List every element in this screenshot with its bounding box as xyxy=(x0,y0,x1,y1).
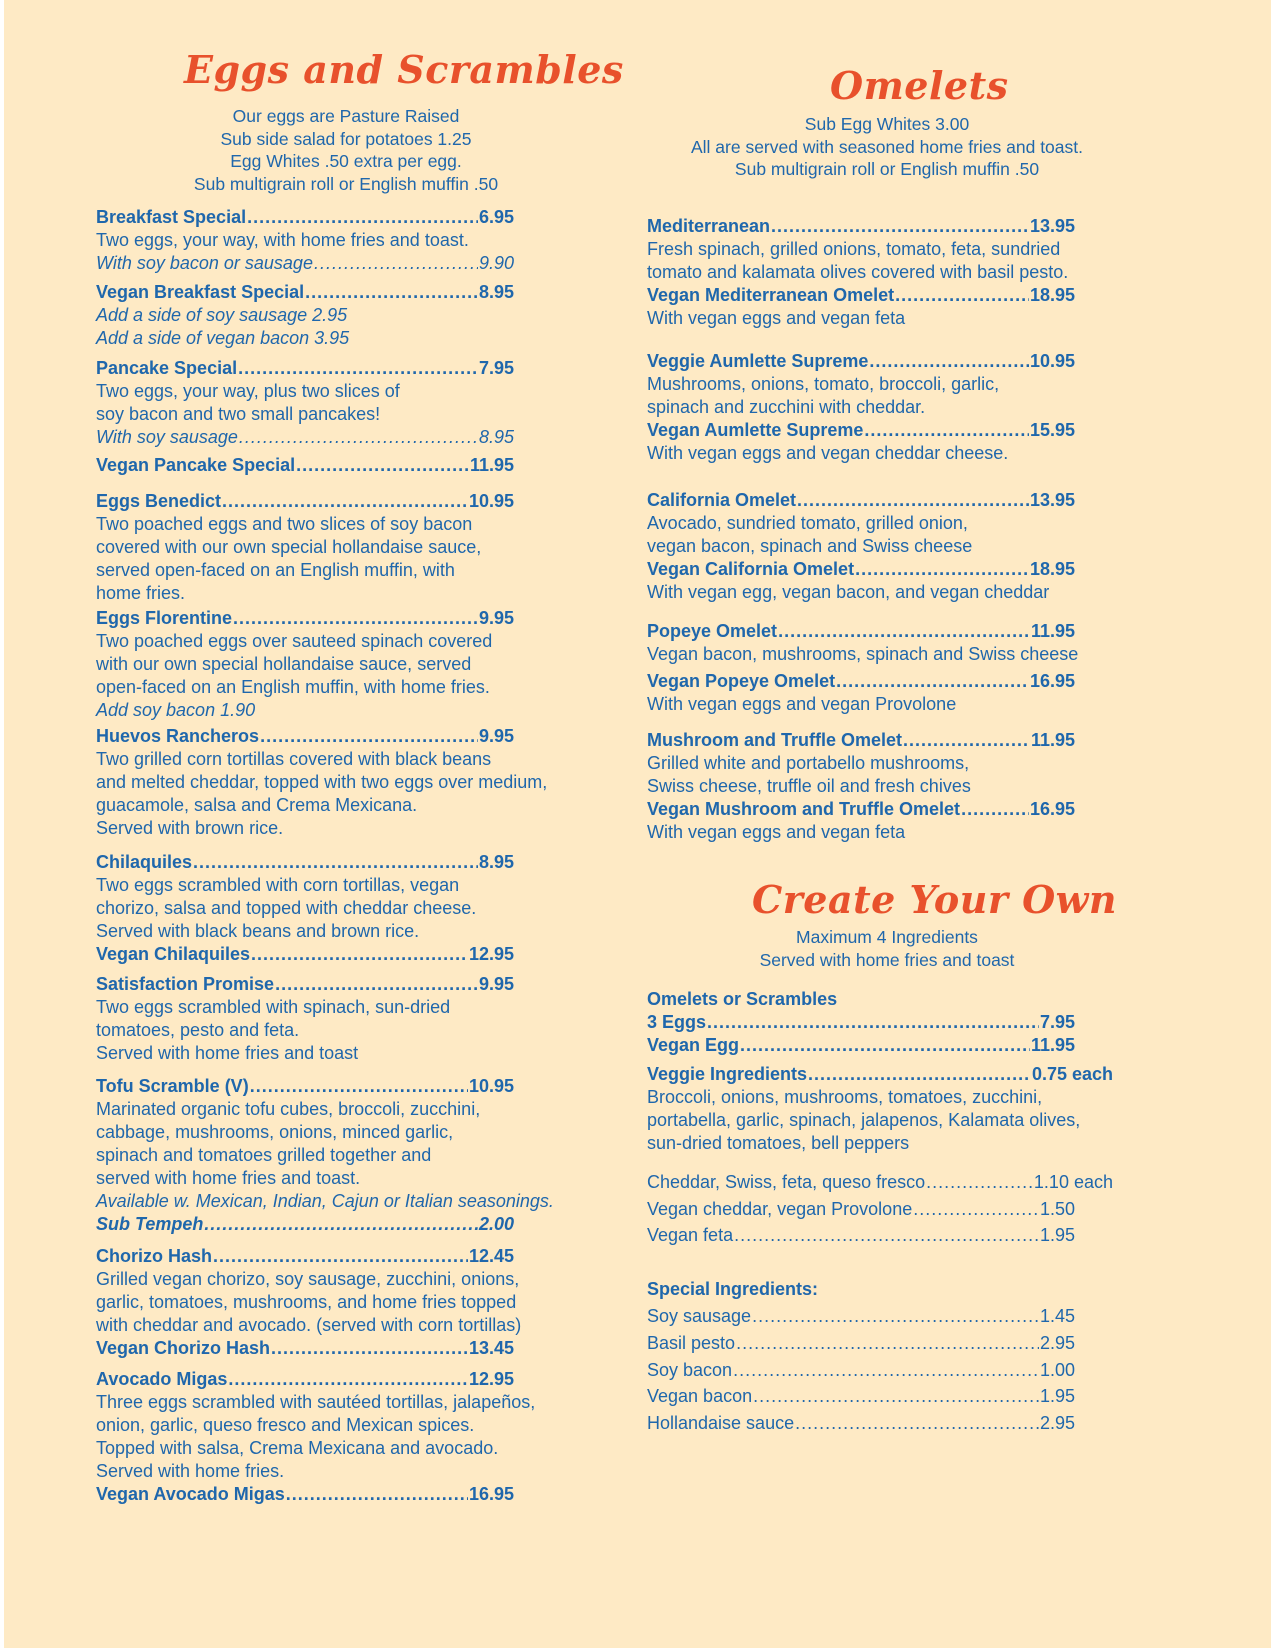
item-description: Two eggs scrambled with spinach, sun-dried xyxy=(96,997,451,1017)
dot-leader xyxy=(250,1075,468,1098)
item-price: 1.00 xyxy=(1039,1360,1075,1380)
dot-leader xyxy=(314,252,478,275)
item-price: 11.95 xyxy=(1030,730,1075,750)
dot-leader xyxy=(286,1483,468,1506)
item-description: With vegan egg, vegan bacon, and vegan cheddar xyxy=(647,582,1050,602)
item-description: served with home fries and toast. xyxy=(96,1168,361,1188)
menu-item xyxy=(647,350,1075,465)
price-row xyxy=(647,1385,1075,1408)
item-name: Basil pesto xyxy=(647,1333,736,1353)
dot-leader xyxy=(296,454,469,477)
menu-item xyxy=(647,988,1075,1057)
item-description: open-faced on an English muffin, with home fries. xyxy=(96,677,490,697)
price-row xyxy=(647,1034,1075,1057)
item-description: Topped with salsa, Crema Mexicana and avocado. xyxy=(96,1438,499,1458)
item-description: With vegan eggs and vegan feta xyxy=(647,308,906,328)
item-price: 9.95 xyxy=(478,608,514,628)
note-line: Our eggs are Pasture Raised xyxy=(232,106,460,126)
item-description: Served with home fries. xyxy=(96,1461,285,1481)
price-row xyxy=(96,490,514,513)
item-price: 0.75 each xyxy=(1031,1064,1113,1084)
dot-leader xyxy=(733,1359,1039,1382)
item-description: soy bacon and two small pancakes! xyxy=(96,404,381,424)
dot-leader xyxy=(864,419,1029,442)
item-price: 8.95 xyxy=(478,282,514,302)
item-price: 2.95 xyxy=(1039,1413,1075,1433)
item-description: covered with our own special hollandaise sauce, xyxy=(96,537,482,557)
menu-item xyxy=(96,973,514,1065)
item-description: Two grilled corn tortillas covered with black beans xyxy=(96,749,492,769)
item-description: Mushrooms, onions, tomato, broccoli, garlic, xyxy=(647,374,1000,394)
price-row xyxy=(96,1483,514,1506)
item-name: Vegan Popeye Omelet xyxy=(647,671,836,691)
price-row xyxy=(647,350,1075,373)
menu-item xyxy=(96,490,514,605)
item-description: vegan bacon, spinach and Swiss cheese xyxy=(647,536,973,556)
price-row xyxy=(96,1368,514,1391)
dot-leader xyxy=(734,1224,1039,1247)
item-name: Vegan cheddar, vegan Provolone xyxy=(647,1199,913,1219)
item-name: Breakfast Special xyxy=(96,207,247,227)
item-description: Two poached eggs over sauteed spinach covered xyxy=(96,631,493,651)
item-description: chorizo, salsa and topped with cheddar cheese. xyxy=(96,898,477,918)
item-description: Avocado, sundried tomato, grilled onion, xyxy=(647,513,968,533)
section-heading-create-your-own: Create Your Own xyxy=(752,877,1118,922)
price-row xyxy=(647,1412,1075,1435)
dot-leader xyxy=(752,1305,1039,1328)
price-row xyxy=(647,1359,1075,1382)
item-description: Two eggs, your way, plus two slices of xyxy=(96,381,400,401)
price-row xyxy=(647,1011,1075,1034)
item-description: Broccoli, onions, mushrooms, tomatoes, zucchini, xyxy=(647,1087,1043,1107)
item-description: guacamole, salsa and Crema Mexicana. xyxy=(96,795,418,815)
menu-item xyxy=(96,357,514,449)
item-price: 1.95 xyxy=(1039,1225,1075,1245)
item-price: 9.95 xyxy=(478,974,514,994)
item-description: spinach and zucchini with cheddar. xyxy=(647,397,926,417)
item-name: Tofu Scramble (V) xyxy=(96,1076,249,1096)
item-price: 13.45 xyxy=(468,1338,514,1358)
item-name: Soy bacon xyxy=(647,1360,733,1380)
note-line: All are served with seasoned home fries and toast. xyxy=(690,136,1083,157)
item-name: With soy sausage xyxy=(96,427,238,447)
dot-leader xyxy=(707,1011,1039,1034)
item-name: With soy bacon or sausage xyxy=(96,253,313,273)
item-description: onion, garlic, queso fresco and Mexican spices. xyxy=(96,1415,475,1435)
note-line: Sub Egg Whites 3.00 xyxy=(804,114,970,134)
item-description: Served with home fries and toast xyxy=(96,1043,359,1063)
price-row xyxy=(647,1224,1075,1247)
dot-leader xyxy=(260,725,478,748)
price-row xyxy=(647,620,1075,643)
price-row xyxy=(647,670,1075,693)
note-line: Served with home fries and toast xyxy=(759,949,1015,970)
dot-leader xyxy=(753,1385,1039,1408)
menu-item xyxy=(96,1245,521,1360)
item-description: spinach and tomatoes grilled together and xyxy=(96,1145,432,1165)
item-name: Popeye Omelet xyxy=(647,621,778,641)
item-description: Fresh spinach, grilled onions, tomato, feta, sundried xyxy=(647,239,1061,259)
item-name: Mediterranean xyxy=(647,216,771,236)
menu-item xyxy=(647,1063,1113,1155)
item-description: Add a side of soy sausage 2.95 xyxy=(96,305,348,325)
menu-item xyxy=(647,670,1075,716)
item-name: California Omelet xyxy=(647,490,797,510)
menu-item xyxy=(96,1368,535,1506)
item-price: 8.95 xyxy=(478,427,514,447)
menu-item xyxy=(96,607,514,722)
price-row xyxy=(96,851,514,874)
price-row xyxy=(647,419,1075,442)
item-price: 13.95 xyxy=(1029,490,1075,510)
price-row xyxy=(96,281,514,304)
price-row xyxy=(96,206,514,229)
item-name: Sub Tempeh xyxy=(96,1214,204,1234)
item-description: Three eggs scrambled with sautéed tortillas, jalapeños, xyxy=(96,1392,536,1412)
price-row xyxy=(96,943,514,966)
price-row xyxy=(647,1305,1075,1328)
item-name: Vegan Breakfast Special xyxy=(96,282,305,302)
price-row xyxy=(647,1171,1113,1194)
price-row xyxy=(96,426,514,449)
item-price: 9.95 xyxy=(478,726,514,746)
price-row xyxy=(647,1198,1075,1221)
item-name: Eggs Benedict xyxy=(96,491,222,511)
item-description: Special Ingredients: xyxy=(647,1279,819,1299)
item-name: Huevos Rancheros xyxy=(96,726,260,746)
menu-item xyxy=(647,729,1075,844)
item-description: Vegan bacon, mushrooms, spinach and Swiss cheese xyxy=(647,644,1079,664)
dot-leader xyxy=(213,1245,468,1268)
item-description: portabella, garlic, spinach, jalapenos, Kalamata olives, xyxy=(647,1110,1081,1130)
dot-leader xyxy=(836,670,1029,693)
item-price: 6.95 xyxy=(478,207,514,227)
item-name: Mushroom and Truffle Omelet xyxy=(647,730,903,750)
price-row xyxy=(647,489,1075,512)
item-name: Hollandaise sauce xyxy=(647,1413,795,1433)
price-row xyxy=(647,1332,1075,1355)
dot-leader xyxy=(233,607,478,630)
item-price: 12.95 xyxy=(468,1369,514,1389)
item-price: 11.95 xyxy=(1030,1035,1075,1055)
menu-item xyxy=(647,1278,818,1301)
dot-leader xyxy=(895,284,1029,307)
menu-item xyxy=(647,1224,1075,1247)
item-name: Vegan feta xyxy=(647,1225,734,1245)
item-price: 16.95 xyxy=(468,1484,514,1504)
item-name: Pancake Special xyxy=(96,358,238,378)
item-price: 10.95 xyxy=(468,491,514,511)
item-price: 1.45 xyxy=(1039,1306,1075,1326)
item-price: 11.95 xyxy=(1030,621,1075,641)
item-description: With vegan eggs and vegan feta xyxy=(647,822,906,842)
item-description: with our own special hollandaise sauce, served xyxy=(96,654,472,674)
dot-leader xyxy=(913,1198,1039,1221)
item-name: Vegan Mediterranean Omelet xyxy=(647,285,895,305)
item-description: sun-dried tomatoes, bell peppers xyxy=(647,1133,910,1153)
dot-leader xyxy=(795,1412,1039,1435)
item-description: home fries. xyxy=(96,583,186,603)
item-price: 10.95 xyxy=(1029,351,1075,371)
menu-item xyxy=(96,281,514,350)
menu-item xyxy=(647,620,1078,666)
item-name: Veggie Ingredients xyxy=(647,1064,808,1084)
dot-leader xyxy=(222,490,468,513)
item-description: Omelets or Scrambles xyxy=(647,989,838,1009)
item-name: Vegan Chilaquiles xyxy=(96,944,251,964)
price-row xyxy=(96,1245,514,1268)
item-description: Served with black beans and brown rice. xyxy=(96,921,420,941)
item-description: Add a side of vegan bacon 3.95 xyxy=(96,328,350,348)
item-name: Satisfaction Promise xyxy=(96,974,275,994)
item-price: 16.95 xyxy=(1029,799,1075,819)
item-description: Available w. Mexican, Indian, Cajun or Italian seasonings. xyxy=(96,1191,554,1211)
dot-leader xyxy=(961,798,1029,821)
item-name: Vegan Mushroom and Truffle Omelet xyxy=(647,799,961,819)
eggs-notes xyxy=(96,105,596,195)
note-line: Egg Whites .50 extra per egg. xyxy=(230,151,462,171)
item-description: Grilled vegan chorizo, soy sausage, zucchini, onions, xyxy=(96,1269,520,1289)
dot-leader xyxy=(736,1332,1039,1355)
dot-leader xyxy=(271,1337,468,1360)
item-price: 1.10 each xyxy=(1033,1172,1113,1192)
item-description: Grilled white and portabello mushrooms, xyxy=(647,753,970,773)
price-row xyxy=(96,357,514,380)
note-line: Sub multigrain roll or English muffin .50 xyxy=(734,159,1040,179)
item-name: Vegan Egg xyxy=(647,1035,740,1055)
note-line: Sub multigrain roll or English muffin .50 xyxy=(193,173,499,194)
item-description: With vegan eggs and vegan cheddar cheese. xyxy=(647,443,1009,463)
item-description: Swiss cheese, truffle oil and fresh chives xyxy=(647,776,971,796)
price-row xyxy=(96,607,514,630)
item-description: Two poached eggs and two slices of soy bacon xyxy=(96,514,473,534)
price-row xyxy=(96,973,514,996)
item-description: tomato and kalamata olives covered with basil pesto. xyxy=(647,262,1069,282)
note-line: Maximum 4 Ingredients xyxy=(796,927,978,947)
item-name: Chilaquiles xyxy=(96,852,193,872)
omelets-notes xyxy=(647,113,1127,181)
item-price: 16.95 xyxy=(1029,671,1075,691)
price-row xyxy=(647,215,1075,238)
price-row xyxy=(647,558,1075,581)
item-name: 3 Eggs xyxy=(647,1012,707,1032)
menu-item xyxy=(647,1332,1075,1355)
dot-leader xyxy=(238,357,478,380)
menu-item xyxy=(647,1385,1075,1408)
item-description: served open-faced on an English muffin, with xyxy=(96,560,455,580)
dot-leader xyxy=(251,943,468,966)
item-name: Vegan California Omelet xyxy=(647,559,855,579)
item-price: 2.95 xyxy=(1039,1333,1075,1353)
item-price: 12.95 xyxy=(468,944,514,964)
item-name: Soy sausage xyxy=(647,1306,752,1326)
price-row xyxy=(96,454,514,477)
dot-leader xyxy=(869,350,1029,373)
item-name: Vegan Pancake Special xyxy=(96,455,296,475)
menu-item xyxy=(647,489,1075,604)
dot-leader xyxy=(204,1213,478,1236)
dot-leader xyxy=(228,1368,468,1391)
item-name: Vegan Chorizo Hash xyxy=(96,1338,271,1358)
item-name: Vegan bacon xyxy=(647,1386,753,1406)
item-price: 10.95 xyxy=(468,1076,514,1096)
item-price: 18.95 xyxy=(1029,285,1075,305)
dot-leader xyxy=(247,206,478,229)
item-price: 2.00 xyxy=(478,1214,514,1234)
item-price: 15.95 xyxy=(1029,420,1075,440)
dot-leader xyxy=(778,620,1030,643)
item-price: 9.90 xyxy=(478,253,514,273)
price-row xyxy=(96,1213,514,1236)
menu-item xyxy=(647,1305,1075,1328)
item-name: Avocado Migas xyxy=(96,1369,228,1389)
menu-item xyxy=(647,1412,1075,1435)
dot-leader xyxy=(275,973,478,996)
menu-item xyxy=(96,851,514,966)
menu-item xyxy=(647,1198,1075,1221)
item-description: With vegan eggs and vegan Provolone xyxy=(647,694,957,714)
item-price: 13.95 xyxy=(1029,216,1075,236)
item-name: Eggs Florentine xyxy=(96,608,233,628)
dot-leader xyxy=(193,851,478,874)
item-price: 7.95 xyxy=(1039,1012,1075,1032)
dot-leader xyxy=(239,426,478,449)
item-description: cabbage, mushrooms, onions, minced garlic, xyxy=(96,1122,454,1142)
menu-item xyxy=(647,1171,1113,1194)
item-price: 1.95 xyxy=(1039,1386,1075,1406)
item-price: 8.95 xyxy=(478,852,514,872)
item-name: Cheddar, Swiss, feta, queso fresco xyxy=(647,1172,926,1192)
item-description: with cheddar and avocado. (served with corn tortillas) xyxy=(96,1315,522,1335)
item-name: Vegan Avocado Migas xyxy=(96,1484,285,1504)
menu-item xyxy=(96,206,514,275)
create-your-own-notes xyxy=(647,926,1127,971)
item-description: garlic, tomatoes, mushrooms, and home fries topped xyxy=(96,1292,517,1312)
item-description: Served with brown rice. xyxy=(96,818,284,838)
item-description: Marinated organic tofu cubes, broccoli, zucchini, xyxy=(96,1099,481,1119)
price-row xyxy=(647,798,1075,821)
item-name: Vegan Aumlette Supreme xyxy=(647,420,864,440)
menu-item xyxy=(96,454,514,477)
item-price: 12.45 xyxy=(468,1246,514,1266)
menu-item xyxy=(647,215,1075,330)
item-description: tomatoes, pesto and feta. xyxy=(96,1020,300,1040)
item-name: Chorizo Hash xyxy=(96,1246,213,1266)
price-row xyxy=(96,1337,514,1360)
note-line: Sub side salad for potatoes 1.25 xyxy=(220,128,472,149)
item-price: 7.95 xyxy=(478,358,514,378)
dot-leader xyxy=(740,1034,1030,1057)
price-row xyxy=(96,252,514,275)
menu-item xyxy=(96,725,547,840)
price-row xyxy=(96,1075,514,1098)
price-row xyxy=(647,729,1075,752)
dot-leader xyxy=(797,489,1029,512)
item-price: 11.95 xyxy=(469,455,514,475)
item-price: 1.50 xyxy=(1039,1199,1075,1219)
item-price: 18.95 xyxy=(1029,559,1075,579)
price-row xyxy=(647,1063,1113,1086)
dot-leader xyxy=(926,1171,1033,1194)
dot-leader xyxy=(855,558,1029,581)
item-description: Two eggs scrambled with corn tortillas, vegan xyxy=(96,875,460,895)
price-row xyxy=(647,284,1075,307)
item-name: Veggie Aumlette Supreme xyxy=(647,351,869,371)
section-heading-omelets: Omelets xyxy=(830,63,1009,108)
item-description: Add soy bacon 1.90 xyxy=(96,700,256,720)
menu-page xyxy=(4,0,1271,1648)
section-heading-eggs: Eggs and Scrambles xyxy=(184,47,624,92)
item-description: and melted cheddar, topped with two eggs over medium, xyxy=(96,772,548,792)
dot-leader xyxy=(305,281,478,304)
dot-leader xyxy=(903,729,1030,752)
menu-item xyxy=(96,1075,554,1236)
dot-leader xyxy=(771,215,1029,238)
menu-item xyxy=(647,1359,1075,1382)
dot-leader xyxy=(808,1063,1031,1086)
item-description: Two eggs, your way, with home fries and toast. xyxy=(96,230,469,250)
price-row xyxy=(96,725,514,748)
